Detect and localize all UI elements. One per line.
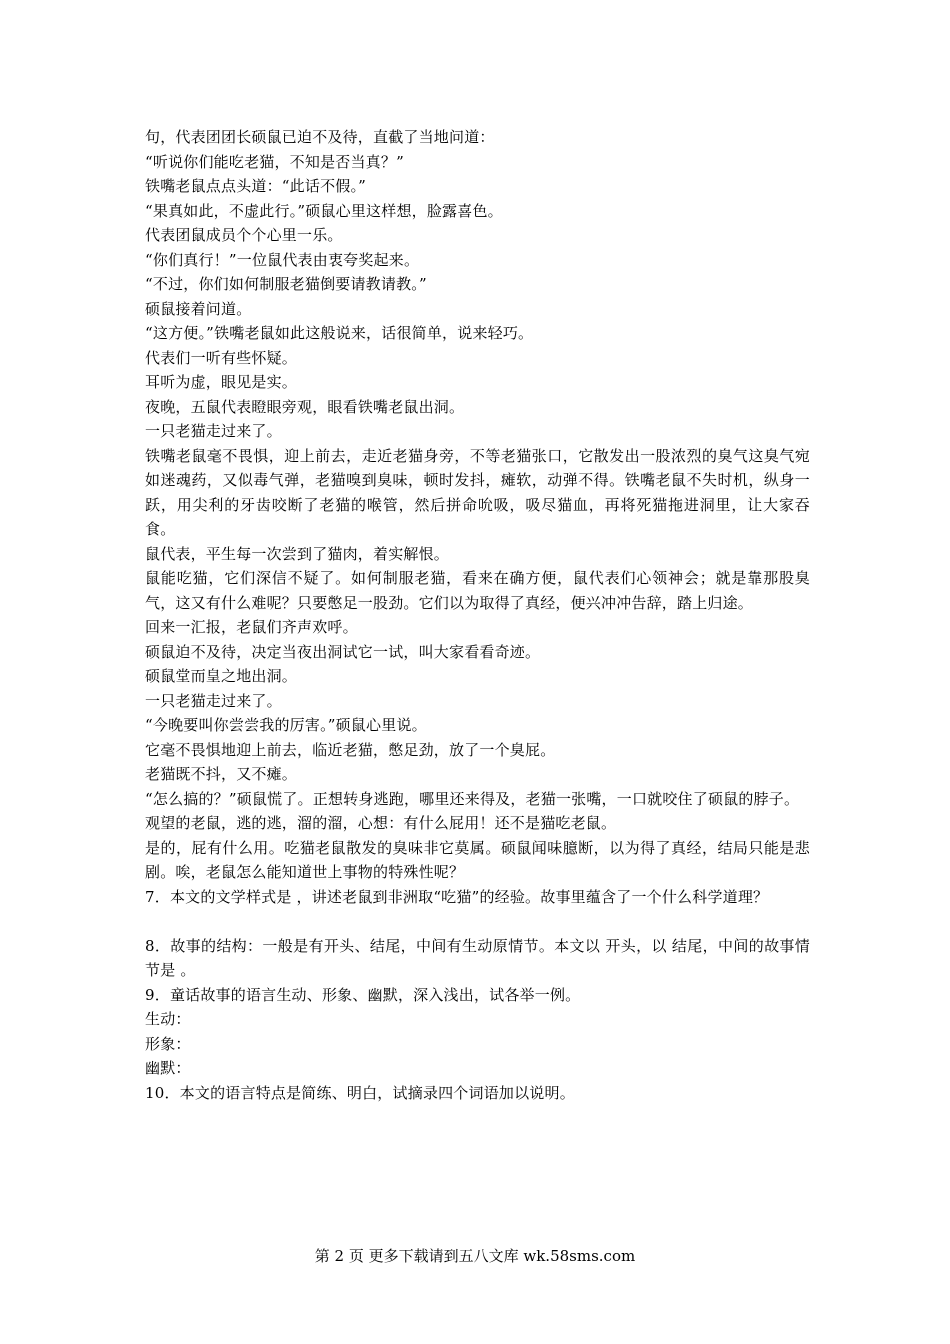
paragraph: 句，代表团团长硕鼠已迫不及待，直截了当地问道：	[145, 128, 495, 146]
paragraph: “怎么搞的？”硕鼠慌了。正想转身逃跑，哪里还来得及，老猫一张嘴，一口就咬住了硕鼠的脖子。	[145, 789, 800, 808]
paragraph: “不过，你们如何制服老猫倒要请教请教。”	[145, 275, 427, 293]
paragraph: “你们真行！”一位鼠代表由衷夸奖起来。	[145, 250, 420, 269]
paragraph: “听说你们能吃老猫，不知是否当真？”	[145, 152, 404, 171]
paragraph: “今晚要叫你尝尝我的厉害。”硕鼠心里说。	[145, 716, 427, 734]
paragraph: 生动：	[145, 1010, 191, 1028]
paragraph: 观望的老鼠，逃的逃，溜的溜，心想：有什么屁用！还不是猫吃老鼠。	[145, 814, 617, 832]
paragraph: 幽默：	[145, 1059, 191, 1077]
paragraph: 8．故事的结构：一般是有开头、结尾，中间有生动原情节。本文以 开头，以 结尾，中间的故事情节是 。	[145, 936, 810, 979]
paragraph: 硕鼠堂而皇之地出洞。	[145, 667, 298, 685]
document-body	[145, 125, 810, 1105]
paragraph: 一只老猫走过来了。	[145, 691, 282, 710]
paragraph: 老猫既不抖，又不瘫。	[145, 765, 298, 783]
paragraph: 代表团鼠成员个个心里一乐。	[145, 226, 343, 244]
paragraph: 铁嘴老鼠点点头道：“此话不假。”	[145, 177, 367, 195]
paragraph: 夜晚，五鼠代表瞪眼旁观，眼看铁嘴老鼠出洞。	[145, 397, 465, 416]
paragraph: 一只老猫走过来了。	[145, 422, 282, 440]
paragraph: 形象：	[145, 1034, 191, 1053]
paragraph: 10．本文的语言特点是简练、明白，试摘录四个词语加以说明。	[145, 1083, 575, 1102]
paragraph: 它毫不畏惧地迎上前去，临近老猫，憋足劲，放了一个臭屁。	[145, 740, 556, 759]
paragraph: 鼠能吃猫，它们深信不疑了。如何制服老猫，看来在确方便，鼠代表们心领神会；就是靠那股臭气，这又有什么难呢？只要憋足一股劲。它们以为取得了真经，便兴冲冲告辞，踏上归途。	[145, 569, 810, 612]
paragraph: 耳听为虚，眼见是实。	[145, 373, 298, 391]
paragraph: 铁嘴老鼠毫不畏惧，迎上前去，走近老猫身旁，不等老猫张口，它散发出一股浓烈的臭气这臭气宛如迷魂药，又似毒气弹，老猫嗅到臭味，顿时发抖，瘫软，动弹不得。铁嘴老鼠不失时机，纵身一跃，用尖利的牙齿咬断了老猫的喉管，然后拼命吮吸，吸尽猫血，再将死猫拖进洞里，让大家吞食。	[145, 446, 810, 538]
blank-line	[145, 909, 810, 934]
paragraph: “这方便。”铁嘴老鼠如此这般说来，话很简单，说来轻巧。	[145, 324, 534, 342]
paragraph: 9．童话故事的语言生动、形象、幽默，深入浅出，试各举一例。	[145, 985, 581, 1004]
paragraph: “果真如此，不虚此行。”硕鼠心里这样想，脸露喜色。	[145, 201, 503, 220]
paragraph: 硕鼠迫不及待，决定当夜出洞试它一试，叫大家看看奇迹。	[145, 642, 541, 661]
paragraph: 代表们一听有些怀疑。	[145, 348, 298, 367]
paragraph: 是的，屁有什么用。吃猫老鼠散发的臭味非它莫属。硕鼠闻味臆断，以为得了真经，结局只能是悲剧。唉，老鼠怎么能知道世上事物的特殊性呢？	[145, 838, 810, 881]
paragraph: 硕鼠接着问道。	[145, 299, 252, 318]
page-footer: 第 2 页 更多下载请到五八文库 wk.58sms.com	[314, 1247, 636, 1265]
paragraph: 7．本文的文学样式是 ，讲述老鼠到非洲取“吃猫”的经验。故事里蕴含了一个什么科学道理？	[145, 887, 769, 906]
paragraph: 鼠代表，平生每一次尝到了猫肉，着实解恨。	[145, 544, 450, 563]
paragraph: 回来一汇报，老鼠们齐声欢呼。	[145, 618, 358, 636]
